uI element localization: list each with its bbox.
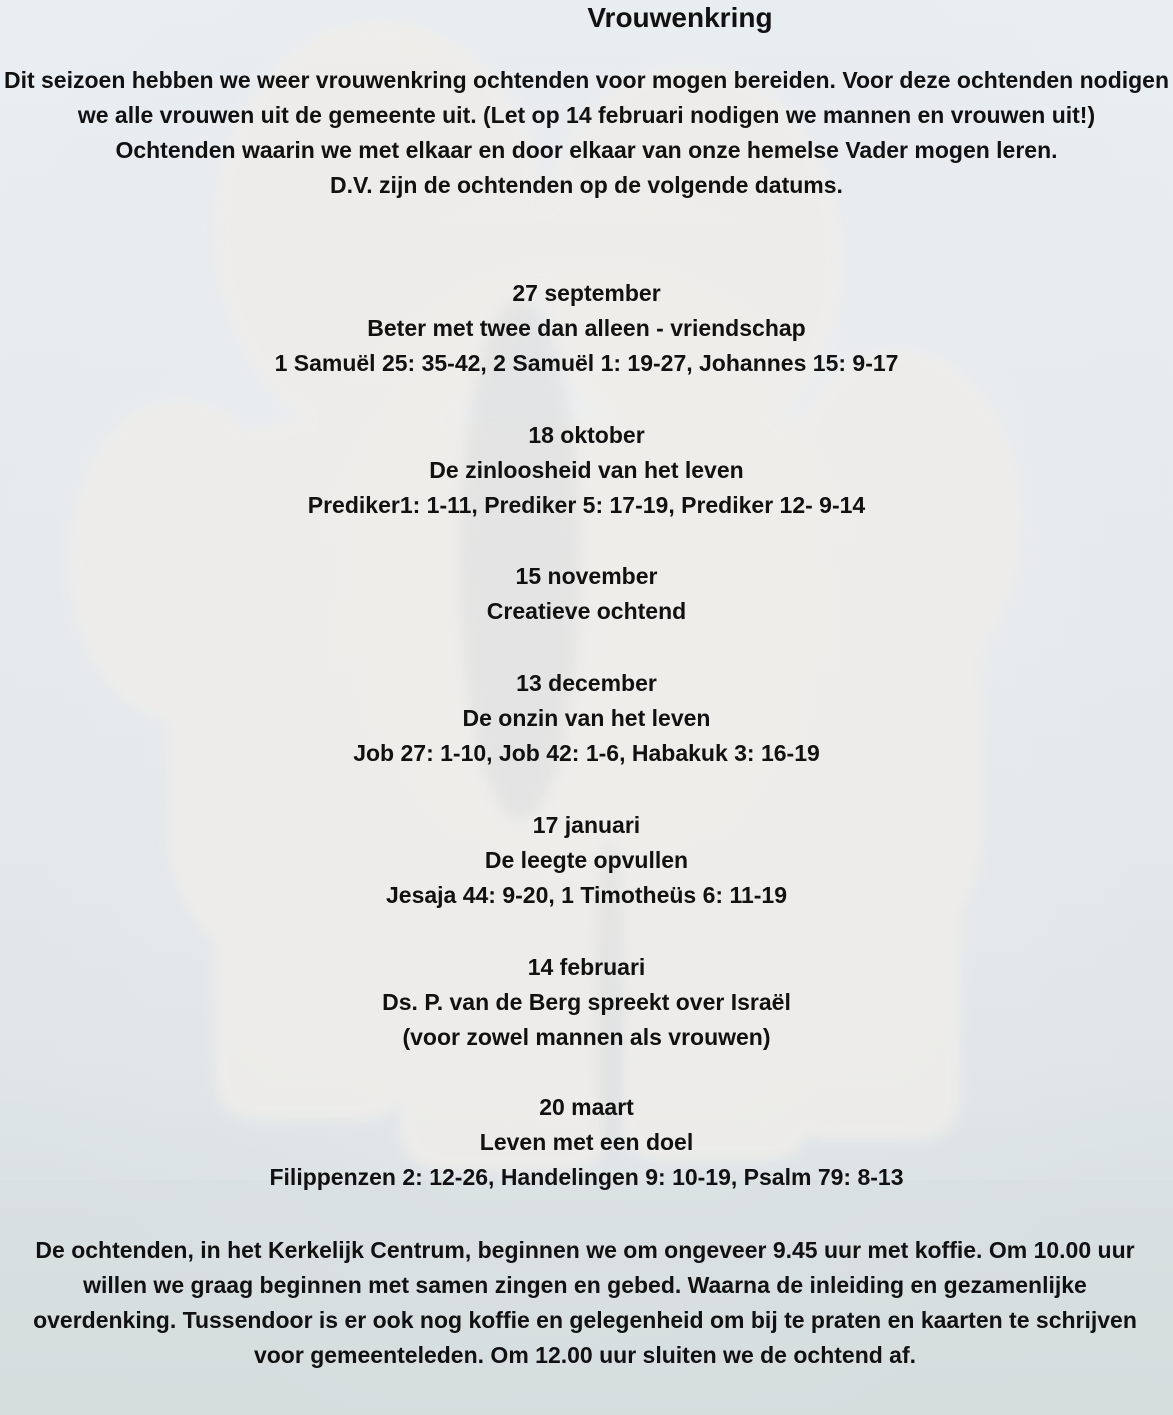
intro-section [0, 63, 1173, 203]
closing-paragraph: De ochtenden, in het Kerkelijk Centrum, beginnen we om ongeveer 9.45 uur met koffie. Om 10.00 uur willen we graag beginnen met samen zingen en gebed. Waarna de inleiding en gezamenlijke overdenking. Tussendoor is er ook nog koffie en gelegenheid om bij te praten en kaarten te schrijven voor gemeenteleden. Om 12.00 uur sluiten we de ochtend af. [33, 1237, 1137, 1368]
session-5 [0, 808, 1173, 913]
intro-line-2: Ochtenden waarin we met elkaar en door elkaar van onze hemelse Vader mogen leren. [115, 137, 1058, 163]
session-texts: (voor zowel mannen als vrouwen) [402, 1024, 771, 1050]
session-date: 14 februari [527, 954, 646, 980]
session-texts: 1 Samuël 25: 35-42, 2 Samuël 1: 19-27, Johannes 15: 9-17 [274, 350, 899, 376]
session-topic: De zinloosheid van het leven [429, 457, 744, 483]
session-date: 17 januari [532, 812, 641, 838]
session-topic: Creatieve ochtend [486, 598, 687, 624]
session-2 [0, 418, 1173, 523]
session-topic: Leven met een doel [479, 1129, 694, 1155]
session-1 [0, 276, 1173, 381]
session-date: 27 september [512, 280, 661, 306]
session-6 [0, 950, 1173, 1055]
page-title: Vrouwenkring [587, 2, 773, 33]
session-date: 20 maart [539, 1094, 634, 1120]
intro-line-3: D.V. zijn de ochtenden op de volgende datums. [330, 172, 843, 198]
session-7 [0, 1090, 1173, 1195]
session-date: 18 oktober [528, 422, 645, 448]
session-4 [0, 666, 1173, 771]
session-topic: De onzin van het leven [462, 705, 711, 731]
session-topic: Ds. P. van de Berg spreekt over Israël [382, 989, 791, 1015]
session-topic: Beter met twee dan alleen - vriendschap [367, 315, 806, 341]
session-texts: Filippenzen 2: 12-26, Handelingen 9: 10-19, Psalm 79: 8-13 [269, 1164, 904, 1190]
session-texts: Job 27: 1-10, Job 42: 1-6, Habakuk 3: 16-19 [353, 740, 820, 766]
session-texts: Prediker1: 1-11, Prediker 5: 17-19, Prediker 12- 9-14 [307, 492, 866, 518]
session-date: 15 november [515, 563, 658, 589]
intro-paragraph: Dit seizoen hebben we weer vrouwenkring ochtenden voor mogen bereiden. Voor deze ochtenden nodigen we alle vrouwen uit de gemeente uit. (Let op 14 februari nodigen we mannen en vrouwen uit!) [3, 67, 1170, 128]
session-date: 13 december [516, 670, 657, 696]
session-topic: De leegte opvullen [484, 847, 689, 873]
session-3 [0, 559, 1173, 629]
session-texts: Jesaja 44: 9-20, 1 Timotheüs 6: 11-19 [385, 882, 788, 908]
